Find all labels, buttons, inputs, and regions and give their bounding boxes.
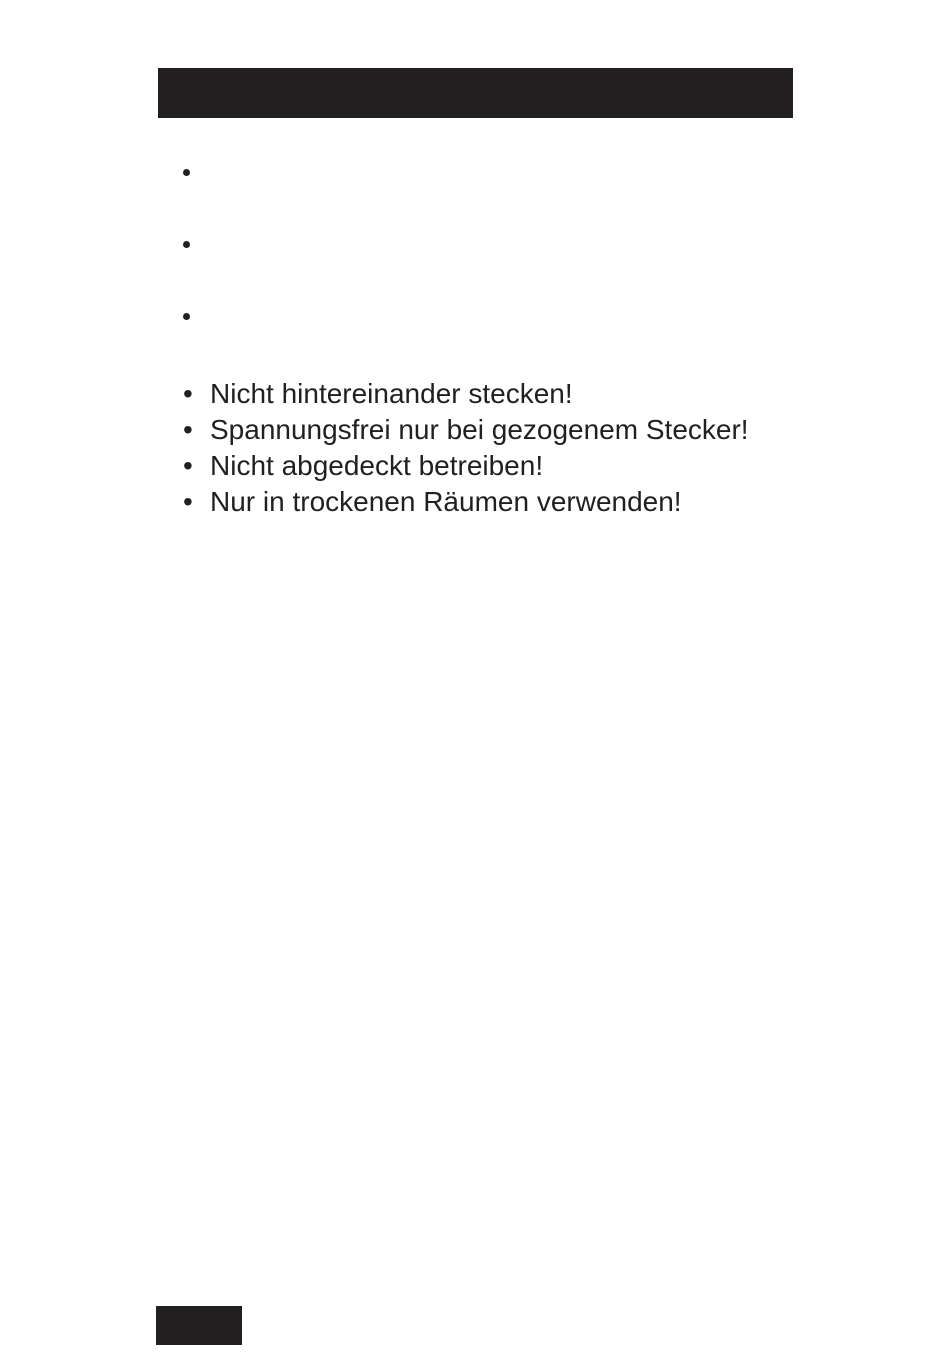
- page-number-tab: [156, 1306, 242, 1345]
- warning-text: Nicht abgedeckt betreiben!: [210, 450, 544, 481]
- bullet-dot: [183, 241, 190, 248]
- warning-text: Nicht hintereinander stecken!: [210, 378, 573, 409]
- bullet: •: [183, 378, 193, 409]
- header-bar: [158, 68, 793, 118]
- bullet: •: [183, 486, 193, 517]
- warning-text: Spannungsfrei nur bei gezogenem Stecker!: [210, 414, 749, 445]
- bullet: •: [183, 450, 193, 481]
- bullet-dot: [183, 313, 190, 320]
- warning-text: Nur in trockenen Räumen verwenden!: [210, 486, 682, 517]
- bullet: •: [183, 414, 193, 445]
- bullet-dot: [183, 169, 190, 176]
